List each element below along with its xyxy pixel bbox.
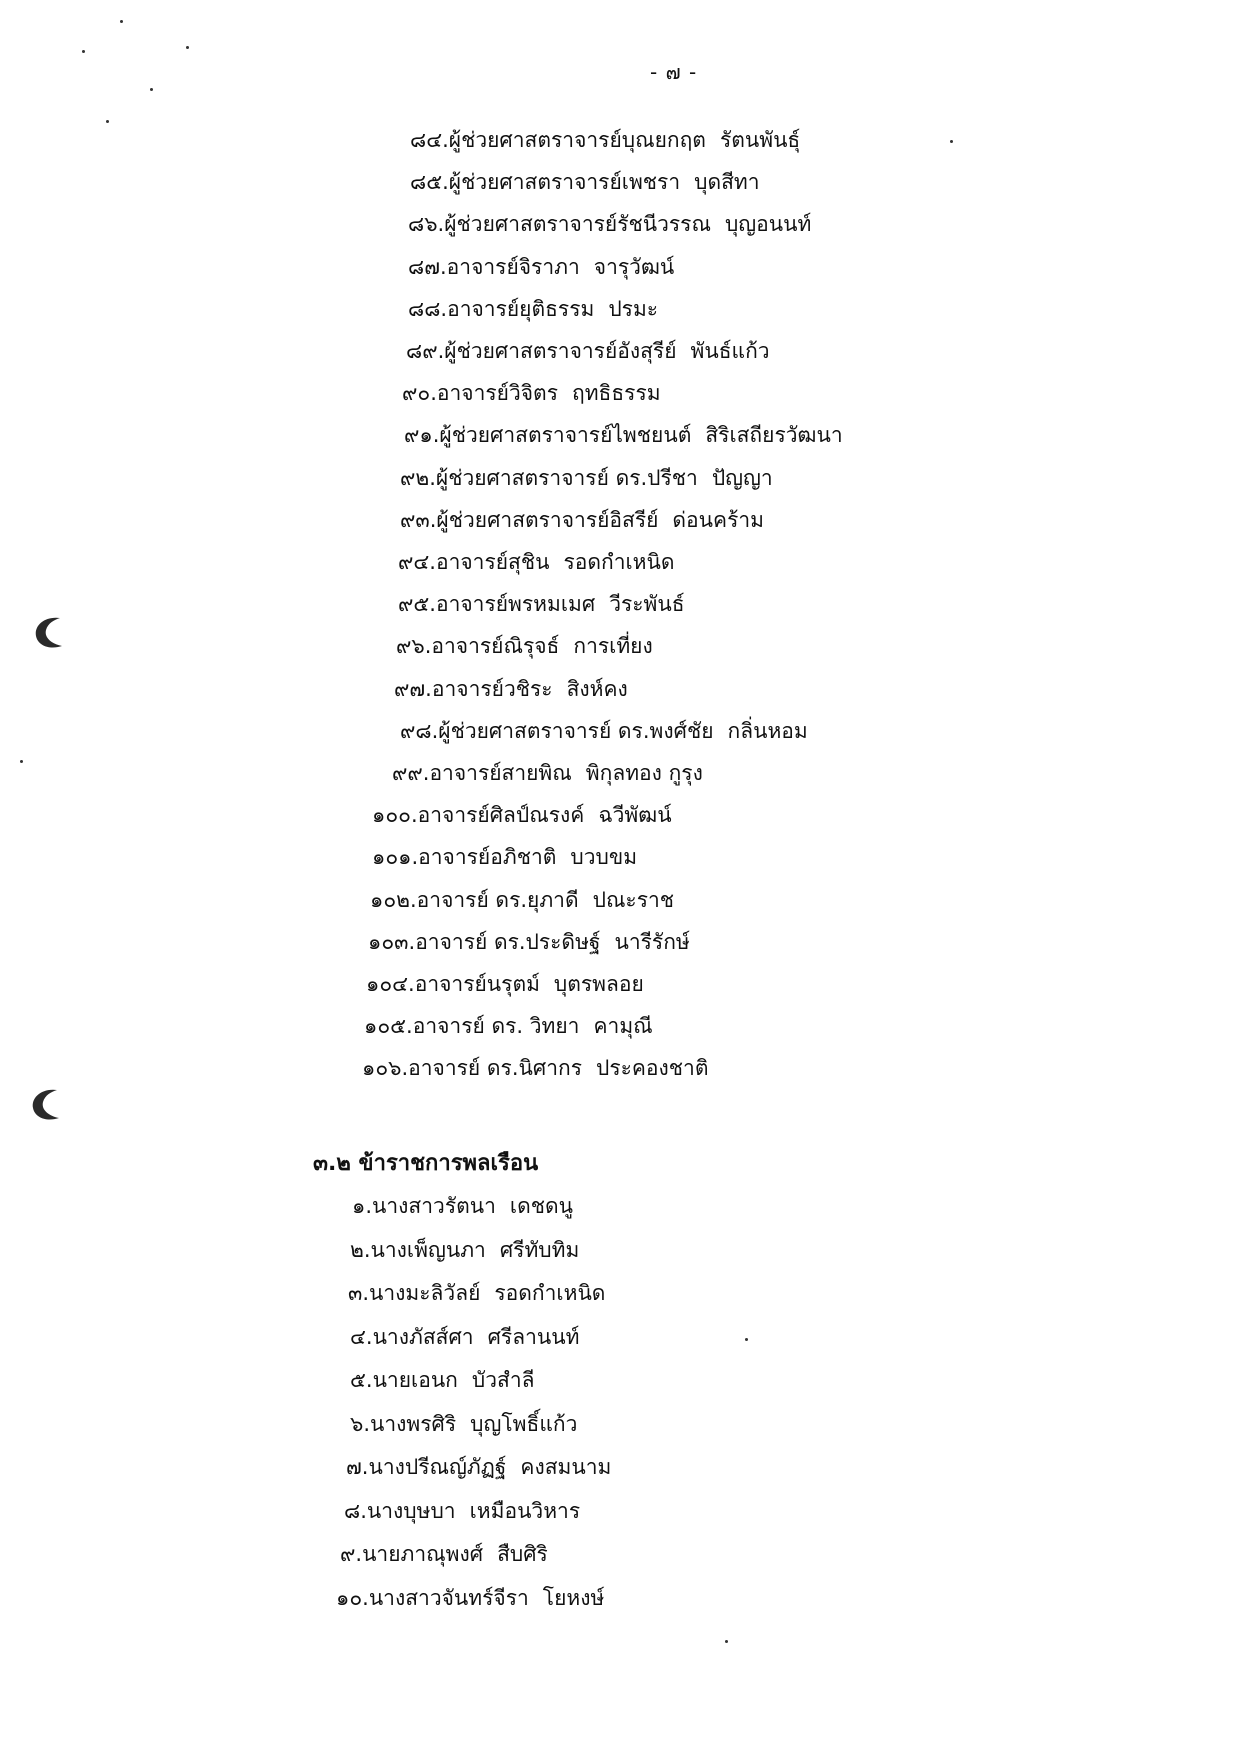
list-item (364, 1012, 653, 1040)
item-name: ผู้ช่วยศาสตราจารย์เพชรา (448, 170, 681, 195)
scan-speck (725, 1640, 728, 1643)
item-name: อาจารย์ ดร. วิทยา (412, 1014, 580, 1039)
item-number: ๑๐๖. (362, 1056, 409, 1081)
item-surname: บุญอนนท์ (724, 212, 812, 237)
list-item (372, 843, 637, 871)
item-name: ผู้ช่วยศาสตราจารย์ไพชยนต์ (439, 423, 692, 448)
item-surname: วีระพันธ์ (609, 592, 685, 617)
item-number: ๔. (350, 1324, 373, 1349)
list-item (346, 1453, 611, 1481)
item-number: ๙. (340, 1542, 363, 1566)
item-surname: ฤทธิธรรม (571, 381, 661, 406)
scan-speck (186, 46, 189, 49)
item-number: ๑๐๓. (368, 929, 416, 954)
list-item (350, 1366, 535, 1394)
item-number: ๙๕. (398, 592, 436, 617)
item-name: ผู้ช่วยศาสตราจารย์ ดร.ปรีชา (435, 465, 698, 490)
item-surname: เหมือนวิหาร (469, 1498, 581, 1523)
item-surname: ด่อนคร้าม (672, 507, 764, 532)
item-number: ๑๐. (336, 1585, 369, 1610)
item-number: ๙๙. (392, 761, 430, 785)
item-name: ผู้ช่วยศาสตราจารย์อังสุรีย์ (444, 339, 677, 363)
item-number: ๕. (350, 1368, 373, 1392)
scan-speck (106, 120, 109, 123)
item-number: ๒. (350, 1237, 371, 1262)
item-number: ๑๐๒. (370, 887, 417, 912)
list-item (366, 970, 644, 998)
list-item (400, 717, 808, 745)
section-heading: ๓.๒ ข้าราชการพลเรือน (313, 1151, 539, 1176)
item-number: ๙๖. (396, 634, 432, 659)
list-item (396, 632, 653, 660)
item-number: ๑๐๑. (372, 845, 419, 870)
item-surname: บุญโพธิ์แก้ว (470, 1411, 578, 1436)
item-name: อาจารย์ยุติธรรม (447, 296, 595, 321)
item-name: นางปรีณญ์ภัฏฐ์ (368, 1455, 507, 1479)
list-item (372, 801, 672, 829)
list-item (406, 337, 770, 365)
item-number: ๑. (352, 1194, 373, 1218)
list-item (402, 379, 661, 407)
list-item (348, 1279, 605, 1307)
item-number: ๘๔. (410, 128, 449, 152)
item-name: ผู้ช่วยศาสตราจารย์อิสรีย์ (436, 507, 659, 532)
item-number: ๑๐๐. (372, 803, 418, 828)
item-surname: บุดสีทา (694, 170, 760, 195)
item-name: อาจารย์สุชิน (435, 550, 550, 574)
item-name: นางบุษบา (366, 1498, 456, 1523)
item-name: อาจารย์ ดร.นิศากร (408, 1056, 582, 1081)
item-surname: สิริเสถียรวัฒนา (705, 423, 843, 448)
punch-hole-mark (30, 612, 66, 652)
item-surname: พิกุลทอง กูรุง (585, 761, 703, 785)
page-number: - ๗ - (650, 60, 698, 84)
item-surname: นารีรักษ์ (614, 929, 690, 954)
item-number: ๑๐๔. (366, 972, 415, 996)
item-surname: รอดกำเหนิด (494, 1281, 606, 1305)
item-number: ๘๖. (408, 212, 445, 237)
item-name: อาจารย์ ดร.ยุภาดี (416, 887, 579, 912)
item-surname: บุตรพลอย (553, 972, 644, 996)
item-number: ๙๓. (400, 507, 437, 532)
item-surname: ปรมะ (608, 296, 659, 321)
item-surname: ศรีทับทิม (499, 1237, 580, 1262)
list-item (368, 928, 690, 956)
item-name: นายเอนก (372, 1368, 458, 1392)
item-name: นางสาวรัตนา (372, 1194, 496, 1218)
item-name: ผู้ช่วยศาสตราจารย์รัชนีวรรณ (444, 212, 711, 237)
item-surname: การเที่ยง (573, 634, 653, 659)
item-number: ๘๕. (410, 170, 449, 195)
item-surname: สิงห์คง (566, 676, 628, 701)
list-item (344, 1497, 580, 1525)
scan-speck (20, 760, 23, 763)
item-name: นางสาวจันทร์จีรา (368, 1585, 529, 1610)
list-item (410, 126, 800, 154)
item-number: ๙๗. (394, 676, 432, 701)
list-item (350, 1236, 579, 1264)
item-number: ๘๘. (408, 296, 448, 321)
item-surname: กลิ่นหอม (727, 718, 808, 743)
item-surname: รัตนพันธุ์ (719, 128, 801, 152)
item-number: ๘๙. (406, 339, 445, 363)
item-surname: รอดกำเหนิด (563, 550, 675, 574)
list-item (362, 1054, 708, 1082)
item-name: อาจารย์ณิรุจธ์ (431, 634, 560, 659)
list-item (398, 548, 675, 576)
list-item (350, 1410, 577, 1438)
list-item (408, 210, 811, 238)
list-item (394, 675, 628, 703)
list-item (340, 1540, 548, 1568)
item-name: อาจารย์อภิชาติ (418, 845, 557, 870)
item-name: นางเพ็ญนภา (370, 1237, 486, 1262)
item-name: อาจารย์สายพิณ (429, 761, 572, 785)
item-name: อาจารย์นรุตม์ (414, 972, 540, 996)
item-surname: ปณะราช (592, 887, 675, 912)
list-item (410, 168, 760, 196)
item-number: ๙๑. (404, 423, 440, 448)
item-number: ๑๐๕. (364, 1014, 413, 1039)
item-surname: คงสมนาม (520, 1455, 612, 1479)
scan-speck (120, 20, 123, 23)
item-number: ๙๐. (402, 381, 437, 406)
item-name: นายภาณุพงศ์ (362, 1542, 484, 1566)
scan-speck (150, 88, 153, 91)
list-item (400, 464, 773, 492)
scan-speck (745, 1338, 748, 1341)
item-name: อาจารย์วิจิตร (436, 381, 558, 406)
item-name: อาจารย์พรหมเมศ (435, 592, 596, 617)
item-name: นางภัสส์ศา (372, 1324, 474, 1349)
item-number: ๘๗. (408, 254, 447, 279)
list-item (408, 295, 658, 323)
list-item (398, 590, 685, 618)
list-item (350, 1323, 579, 1351)
item-surname: ฉวีพัฒน์ (598, 803, 672, 828)
list-item (408, 253, 674, 281)
item-surname: โยหงษ์ (542, 1585, 605, 1610)
item-name: นางมะลิวัลย์ (369, 1281, 481, 1305)
item-surname: บวบขม (570, 845, 638, 870)
item-surname: ปัญญา (711, 465, 773, 490)
item-surname: ศรีลานนท์ (487, 1324, 580, 1349)
list-item (336, 1584, 604, 1612)
punch-hole-mark (27, 1084, 63, 1124)
item-number: ๖. (350, 1411, 371, 1436)
item-surname: บัวสำลี (471, 1368, 535, 1392)
item-number: ๙๒. (400, 465, 436, 490)
item-surname: จารุวัฒน์ (593, 254, 675, 279)
item-number: ๗. (346, 1455, 369, 1479)
item-number: ๙๘. (400, 718, 439, 743)
list-item (370, 886, 674, 914)
item-name: อาจารย์วชิระ (431, 676, 553, 701)
item-name: อาจารย์ศิลป์ณรงค์ (417, 803, 585, 828)
scan-speck (950, 140, 953, 143)
list-item (404, 421, 843, 449)
list-item (352, 1192, 573, 1220)
scan-speck (82, 50, 85, 53)
list-item (392, 759, 703, 787)
item-name: ผู้ช่วยศาสตราจารย์บุณยกฤต (448, 128, 706, 152)
item-surname: สืบศิริ (497, 1542, 548, 1566)
item-name: นางพรศิริ (370, 1411, 457, 1436)
item-number: ๙๔. (398, 550, 436, 574)
item-surname: พันธ์แก้ว (690, 339, 770, 363)
item-number: ๓. (348, 1281, 370, 1305)
item-surname: คามุณี (593, 1014, 653, 1039)
item-surname: เดชดนู (509, 1194, 573, 1218)
item-name: อาจารย์ ดร.ประดิษฐ์ (415, 929, 601, 954)
item-number: ๘. (344, 1498, 367, 1523)
item-surname: ประคองชาติ (595, 1056, 709, 1081)
item-name: ผู้ช่วยศาสตราจารย์ ดร.พงศ์ชัย (438, 718, 714, 743)
list-item (400, 506, 764, 534)
item-name: อาจารย์จิราภา (446, 254, 580, 279)
